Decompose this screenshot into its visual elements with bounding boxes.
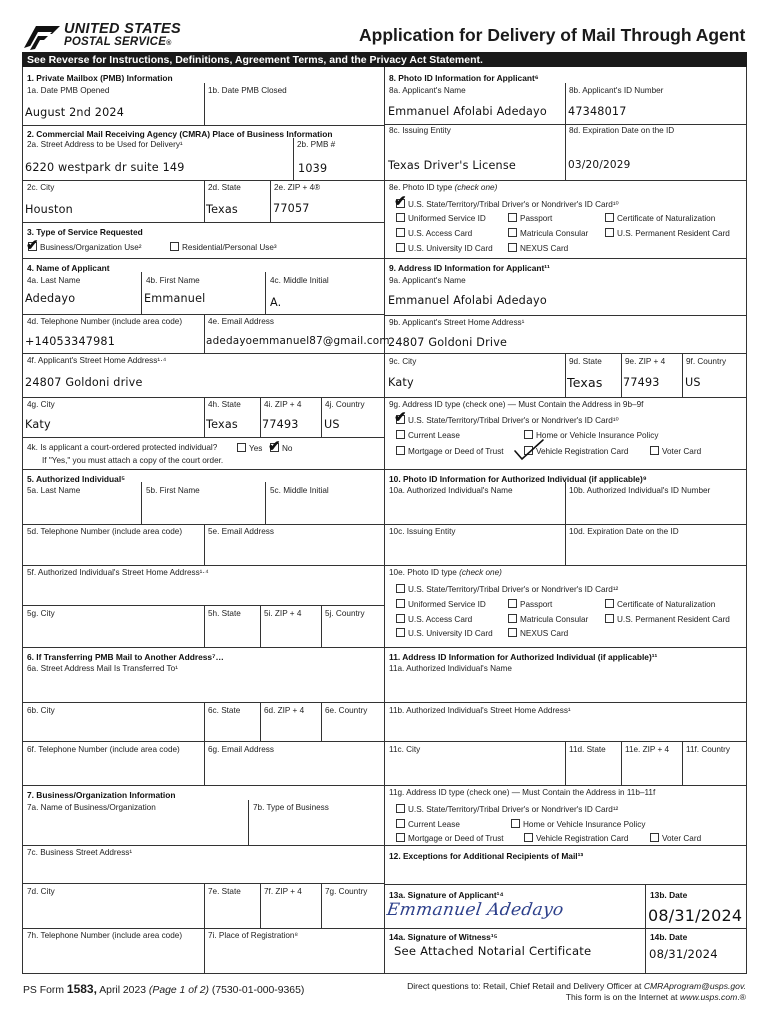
label-10e: 10e. Photo ID type (check one) <box>389 568 502 577</box>
photo-id-naturalization-checkbox[interactable]: Certificate of Naturalization <box>605 213 715 224</box>
form-footer-id: PS Form 1583, April 2023 (Page 1 of 2) (7530-01-000-9365) <box>23 982 305 996</box>
applicant-city-field[interactable]: Katy <box>25 418 51 431</box>
label-10c: 10c. Issuing Entity <box>389 527 456 536</box>
photo-id-uniformed-checkbox[interactable]: Uniformed Service ID <box>396 213 486 224</box>
ai-address-id-vehicle-checkbox[interactable]: Vehicle Registration Card <box>524 833 628 844</box>
cmra-zip-field[interactable]: 77057 <box>273 202 310 215</box>
delivery-street-field[interactable]: 6220 westpark dr suite 149 <box>25 161 185 174</box>
label-9e: 9e. ZIP + 4 <box>625 357 666 366</box>
label-4i: 4i. ZIP + 4 <box>264 400 302 409</box>
residential-use-checkbox[interactable]: Residential/Personal Use³ <box>170 242 277 253</box>
ai-photo-id-state-checkbox[interactable]: U.S. State/Territory/Tribal Driver's or Nondriver's ID Card¹² <box>396 584 618 595</box>
contact-email-link[interactable]: CMRAprogram@usps.gov. <box>643 981 746 991</box>
label-11b: 11b. Authorized Individual's Street Home Address¹ <box>389 706 571 715</box>
label-4d: 4d. Telephone Number (include area code) <box>27 317 183 326</box>
label-9a: 9a. Applicant's Name <box>389 276 466 285</box>
label-13b: 13b. Date <box>650 890 688 900</box>
section-6-heading: 6. If Transferring PMB Mail to Another Address⁷… <box>27 652 224 662</box>
label-5i: 5i. ZIP + 4 <box>264 609 302 618</box>
logo-line-2: POSTAL SERVICE <box>64 36 167 48</box>
label-9b: 9b. Applicant's Street Home Address¹ <box>389 318 525 327</box>
label-5a: 5a. Last Name <box>27 486 81 495</box>
cmra-state-field[interactable]: Texas <box>206 203 238 216</box>
address-id-mortgage-checkbox[interactable]: Mortgage or Deed of Trust <box>396 446 504 457</box>
photo-id-name-field[interactable]: Emmanuel Afolabi Adedayo <box>388 105 547 118</box>
label-2d: 2d. State <box>208 183 241 192</box>
issuing-entity-field[interactable]: Texas Driver's License <box>388 159 516 172</box>
applicant-middle-initial-field[interactable]: A. <box>270 296 282 309</box>
applicant-home-address-field[interactable]: 24807 Goldoni drive <box>25 376 143 389</box>
label-2b: 2b. PMB # <box>297 140 336 149</box>
label-8d: 8d. Expiration Date on the ID <box>569 126 675 135</box>
label-7a: 7a. Name of Business/Organization <box>27 803 156 812</box>
ai-photo-id-nexus-checkbox[interactable]: NEXUS Card <box>508 628 568 639</box>
photo-id-resident-card-checkbox[interactable]: U.S. Permanent Resident Card <box>605 228 730 239</box>
section-10-heading: 10. Photo ID Information for Authorized Individual (if applicable)⁹ <box>389 474 647 484</box>
label-6b: 6b. City <box>27 706 55 715</box>
address-id-state-checkbox[interactable]: U.S. State/Territory/Tribal Driver's or Nondriver's ID Card¹⁰ <box>396 415 619 426</box>
pmb-number-field[interactable]: 1039 <box>298 162 328 175</box>
section-7-heading: 7. Business/Organization Information <box>27 790 176 800</box>
applicant-last-name-field[interactable]: Adedayo <box>25 292 76 305</box>
ai-photo-id-resident-card-checkbox[interactable]: U.S. Permanent Resident Card <box>605 614 730 625</box>
label-6c: 6c. State <box>208 706 241 715</box>
address-id-state-field[interactable]: Texas <box>567 375 603 390</box>
label-14b: 14b. Date <box>650 932 688 942</box>
section-8-heading: 8. Photo ID Information for Applicant⁶ <box>389 73 539 83</box>
ai-photo-id-matricula-checkbox[interactable]: Matricula Consular <box>508 614 588 625</box>
label-5d: 5d. Telephone Number (include area code) <box>27 527 183 536</box>
photo-id-number-field[interactable]: 47348017 <box>568 105 627 118</box>
label-14a: 14a. Signature of Witness¹⁵ <box>389 932 498 942</box>
label-4g: 4g. City <box>27 400 55 409</box>
label-6d: 6d. ZIP + 4 <box>264 706 305 715</box>
label-7i: 7i. Place of Registration⁸ <box>208 931 298 940</box>
label-7b: 7b. Type of Business <box>253 803 329 812</box>
label-1b: 1b. Date PMB Closed <box>208 86 287 95</box>
label-7c: 7c. Business Street Address¹ <box>27 848 133 857</box>
witness-date-field[interactable]: 08/31/2024 <box>649 947 718 961</box>
applicant-phone-field[interactable]: +14053347981 <box>25 335 116 348</box>
applicant-state-field[interactable]: Texas <box>206 418 238 431</box>
label-6f: 6f. Telephone Number (include area code) <box>27 745 180 754</box>
photo-id-university-checkbox[interactable]: U.S. University ID Card <box>396 243 493 254</box>
label-9g: 9g. Address ID type (check one) — Must Contain the Address in 9b–9f <box>389 400 644 409</box>
label-5j: 5j. Country <box>325 609 365 618</box>
checkmark-icon: ✔ <box>394 193 407 210</box>
usps-website-link[interactable]: www.usps.com <box>679 992 738 1002</box>
label-7e: 7e. State <box>208 887 241 896</box>
checkmark-icon: ✔ <box>394 409 407 426</box>
label-8e: 8e. Photo ID type (check one) <box>389 183 498 192</box>
label-5f: 5f. Authorized Individual's Street Home Address¹·⁴ <box>27 568 209 577</box>
label-8b: 8b. Applicant's ID Number <box>569 86 664 95</box>
address-id-voter-checkbox[interactable]: Voter Card <box>650 446 701 457</box>
label-2a: 2a. Street Address to be Used for Delivery¹ <box>27 140 183 149</box>
eagle-icon <box>22 22 62 52</box>
label-4k-note: If "Yes," you must attach a copy of the court order. <box>42 456 224 465</box>
section-4-heading: 4. Name of Applicant <box>27 263 110 273</box>
protected-yes-checkbox[interactable]: Yes <box>237 443 262 454</box>
footer-contact: Direct questions to: Retail, Chief Retail and Delivery Officer at CMRAprogram@usps.gov. This form is on the Internet at www.usps.com.® <box>407 981 746 1002</box>
logo-line-1: UNITED STATES <box>64 21 181 37</box>
label-9f: 9f. Country <box>686 357 727 366</box>
label-10b: 10b. Authorized Individual's ID Number <box>569 486 711 495</box>
ai-address-id-mortgage-checkbox[interactable]: Mortgage or Deed of Trust <box>396 833 504 844</box>
ai-address-id-insurance-checkbox[interactable]: Home or Vehicle Insurance Policy <box>511 819 645 830</box>
cmra-city-field[interactable]: Houston <box>25 203 73 216</box>
section-1-heading: 1. Private Mailbox (PMB) Information <box>27 73 173 83</box>
checkmark-icon: ✔ <box>26 237 39 254</box>
date-pmb-opened-field[interactable]: August 2nd 2024 <box>25 106 125 119</box>
label-4h: 4h. State <box>208 400 241 409</box>
ai-photo-id-passport-checkbox[interactable]: Passport <box>508 599 552 610</box>
applicant-email-field[interactable]: adedayoemmanuel87@gmail.com <box>206 335 390 347</box>
page-title: Application for Delivery of Mail Through Agent <box>359 25 746 45</box>
label-4b: 4b. First Name <box>146 276 200 285</box>
photo-id-matricula-checkbox[interactable]: Matricula Consular <box>508 228 588 239</box>
label-5h: 5h. State <box>208 609 241 618</box>
label-11g: 11g. Address ID type (check one) — Must Contain the Address in 11b–11f <box>389 788 656 797</box>
witness-signature-field[interactable]: See Attached Notarial Certificate <box>394 944 592 958</box>
address-id-insurance-checkbox[interactable]: Home or Vehicle Insurance Policy <box>524 430 658 441</box>
label-6a: 6a. Street Address Mail Is Transferred To¹ <box>27 664 178 673</box>
photo-id-access-card-checkbox[interactable]: U.S. Access Card <box>396 228 472 239</box>
applicant-zip-field[interactable]: 77493 <box>262 418 299 431</box>
ai-address-id-state-checkbox[interactable]: U.S. State/Territory/Tribal Driver's or Nondriver's ID Card¹² <box>396 804 618 815</box>
label-4e: 4e. Email Address <box>208 317 274 326</box>
ai-address-id-voter-checkbox[interactable]: Voter Card <box>650 833 701 844</box>
label-4j: 4j. Country <box>325 400 365 409</box>
ai-photo-id-naturalization-checkbox[interactable]: Certificate of Naturalization <box>605 599 715 610</box>
checkmark-icon: ✔ <box>268 438 281 455</box>
photo-id-passport-checkbox[interactable]: Passport <box>508 213 552 224</box>
label-4c: 4c. Middle Initial <box>270 276 329 285</box>
applicant-signature[interactable]: Emmanuel Adedayo <box>385 900 565 920</box>
label-1a: 1a. Date PMB Opened <box>27 86 110 95</box>
applicant-signature-date-field[interactable]: 08/31/2024 <box>648 906 743 925</box>
label-11c: 11c. City <box>389 745 421 754</box>
protected-no-checkbox[interactable]: No <box>270 443 292 454</box>
photo-id-nexus-checkbox[interactable]: NEXUS Card <box>508 243 568 254</box>
label-5e: 5e. Email Address <box>208 527 274 536</box>
label-7f: 7f. ZIP + 4 <box>264 887 302 896</box>
address-id-country-field[interactable]: US <box>685 376 701 389</box>
ai-address-id-lease-checkbox[interactable]: Current Lease <box>396 819 460 830</box>
address-id-lease-checkbox[interactable]: Current Lease <box>396 430 460 441</box>
ai-photo-id-uniformed-checkbox[interactable]: Uniformed Service ID <box>396 599 486 610</box>
address-id-zip-field[interactable]: 77493 <box>623 376 660 389</box>
address-id-street-field[interactable]: 24807 Goldoni Drive <box>388 336 508 349</box>
label-11e: 11e. ZIP + 4 <box>625 745 670 754</box>
usps-logo <box>22 21 182 53</box>
label-4k: 4k. Is applicant a court-ordered protected individual? <box>27 443 218 452</box>
label-11a: 11a. Authorized Individual's Name <box>389 664 512 673</box>
label-8a: 8a. Applicant's Name <box>389 86 466 95</box>
label-8c: 8c. Issuing Entity <box>389 126 451 135</box>
section-11-heading: 11. Address ID Information for Authorized Individual (if applicable)¹¹ <box>389 652 658 662</box>
address-id-name-field[interactable]: Emmanuel Afolabi Adedayo <box>388 294 547 307</box>
section-9-heading: 9. Address ID Information for Applicant¹¹ <box>389 263 550 273</box>
label-5c: 5c. Middle Initial <box>270 486 329 495</box>
label-11f: 11f. Country <box>686 745 730 754</box>
photo-id-state-checkbox[interactable]: U.S. State/Territory/Tribal Driver's or Nondriver's ID Card¹⁰ <box>396 199 619 210</box>
label-6e: 6e. Country <box>325 706 368 715</box>
label-7g: 7g. Country <box>325 887 368 896</box>
ai-photo-id-university-checkbox[interactable]: U.S. University ID Card <box>396 628 493 639</box>
label-11d: 11d. State <box>569 745 606 754</box>
address-id-city-field[interactable]: Katy <box>388 376 414 389</box>
handwritten-check-icon <box>512 438 546 462</box>
address-id-vehicle-checkbox[interactable]: Vehicle Registration Card <box>524 446 628 457</box>
label-7h: 7h. Telephone Number (include area code) <box>27 931 183 940</box>
label-4a: 4a. Last Name <box>27 276 81 285</box>
label-9c: 9c. City <box>389 357 417 366</box>
id-expiration-field[interactable]: 03/20/2029 <box>568 159 631 171</box>
business-use-checkbox[interactable]: Business/Organization Use² <box>28 242 141 253</box>
instructions-banner-text: See Reverse for Instructions, Definitions, Agreement Terms, and the Privacy Act Statement. <box>27 53 483 66</box>
label-9d: 9d. State <box>569 357 602 366</box>
instructions-banner <box>22 52 747 67</box>
label-5g: 5g. City <box>27 609 55 618</box>
logo-reg: ® <box>166 40 172 47</box>
label-2c: 2c. City <box>27 183 55 192</box>
label-10d: 10d. Expiration Date on the ID <box>569 527 679 536</box>
label-5b: 5b. First Name <box>146 486 200 495</box>
label-7d: 7d. City <box>27 887 55 896</box>
section-12-heading: 12. Exceptions for Additional Recipients of Mail¹³ <box>389 851 584 861</box>
section-2-heading: 2. Commercial Mail Receiving Agency (CMRA) Place of Business Information <box>27 129 333 139</box>
label-10a: 10a. Authorized Individual's Name <box>389 486 513 495</box>
label-13a: 13a. Signature of Applicant¹⁴ <box>389 890 504 900</box>
applicant-country-field[interactable]: US <box>324 418 340 431</box>
label-4f: 4f. Applicant's Street Home Address¹·⁴ <box>27 356 167 365</box>
applicant-first-name-field[interactable]: Emmanuel <box>144 292 206 305</box>
ai-photo-id-access-card-checkbox[interactable]: U.S. Access Card <box>396 614 472 625</box>
section-3-heading: 3. Type of Service Requested <box>27 227 143 237</box>
label-6g: 6g. Email Address <box>208 745 274 754</box>
section-5-heading: 5. Authorized Individual⁵ <box>27 474 126 484</box>
label-2e: 2e. ZIP + 4® <box>274 183 321 192</box>
